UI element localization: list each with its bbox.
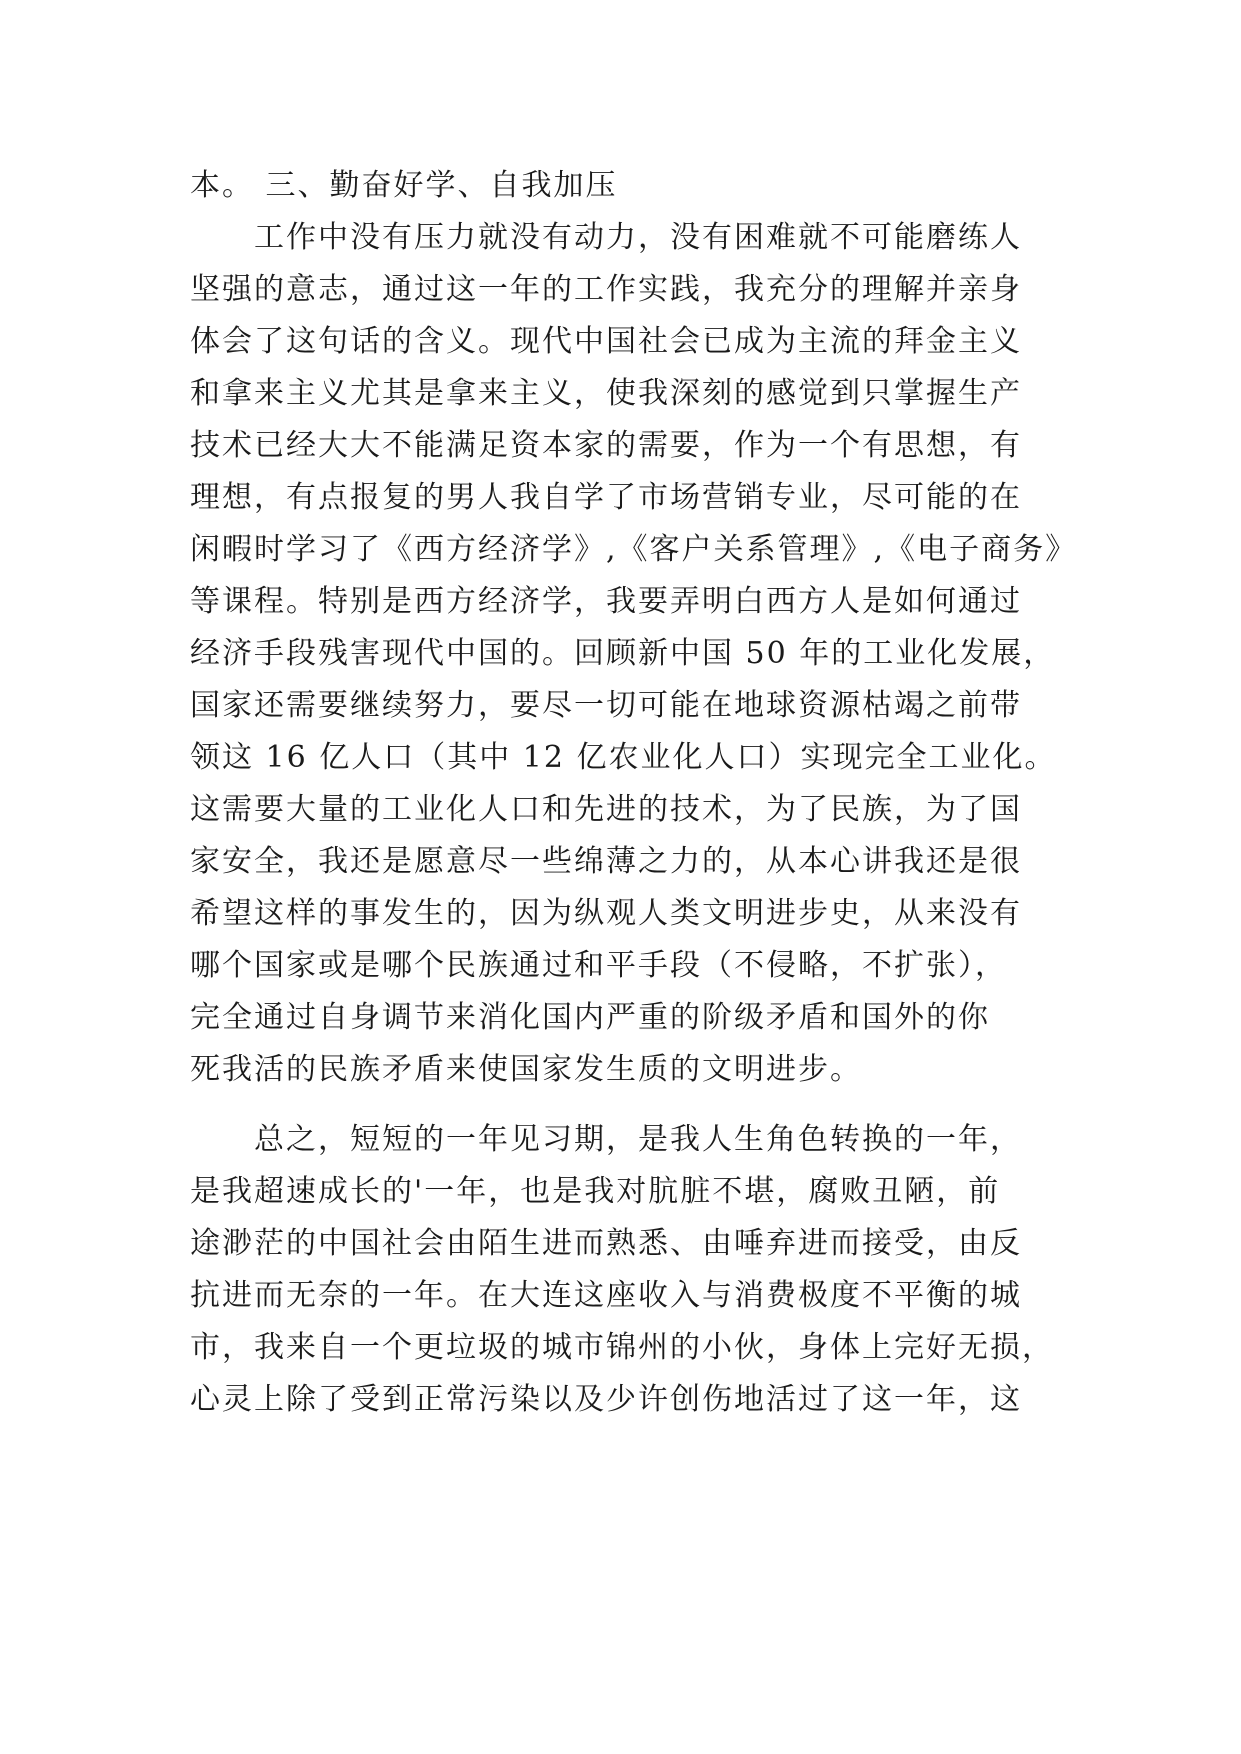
text-line: 和拿来主义尤其是拿来主义，使我深刻的感觉到只掌握生产 <box>190 376 1022 411</box>
paragraph-pressure <box>190 212 1078 1096</box>
text-line: 抗进而无奈的一年。在大连这座收入与消费极度不平衡的城 <box>190 1278 1022 1313</box>
document-body <box>190 160 1078 1426</box>
text-line: 体会了这句话的含义。现代中国社会已成为主流的拜金主义 <box>190 324 1022 359</box>
text-line: 工作中没有压力就没有动力，没有困难就不可能磨练人 <box>190 220 1022 255</box>
text-line: 死我活的民族矛盾来使国家发生质的文明进步。 <box>190 1052 862 1087</box>
text-line: 等课程。特别是西方经济学，我要弄明白西方人是如何通过 <box>190 584 1022 619</box>
text-line: 希望这样的事发生的，因为纵观人类文明进步史，从来没有 <box>190 896 1022 931</box>
section-heading-line: 本。 三、勤奋好学、自我加压 <box>190 168 618 203</box>
text-line: 国家还需要继续努力，要尽一切可能在地球资源枯竭之前带 <box>190 688 1022 723</box>
text-line: 领这 16 亿人口（其中 12 亿农业化人口）实现完全工业化。 <box>190 740 1057 775</box>
text-line: 完全通过自身调节来消化国内严重的阶级矛盾和国外的你 <box>190 1000 990 1035</box>
text-line: 心灵上除了受到正常污染以及少许创伤地活过了这一年，这 <box>190 1382 1022 1417</box>
text-line: 是我超速成长的'一年，也是我对肮脏不堪，腐败丑陋，前 <box>190 1174 1001 1209</box>
text-line: 途渺茫的中国社会由陌生进而熟悉、由唾弃进而接受，由反 <box>190 1226 1022 1261</box>
text-line: 经济手段残害现代中国的。回顾新中国 50 年的工业化发展， <box>190 636 1056 671</box>
text-line: 家安全，我还是愿意尽一些绵薄之力的，从本心讲我还是很 <box>190 844 1022 879</box>
text-line: 市，我来自一个更垃圾的城市锦州的小伙，身体上完好无损， <box>190 1330 1054 1365</box>
paragraph-gap <box>190 1096 1070 1114</box>
text-line: 这需要大量的工业化人口和先进的技术，为了民族，为了国 <box>190 792 1022 827</box>
text-line: 坚强的意志，通过这一年的工作实践，我充分的理解并亲身 <box>190 272 1022 307</box>
text-line: 理想，有点报复的男人我自学了市场营销专业，尽可能的在 <box>190 480 1022 515</box>
text-line: 技术已经大大不能满足资本家的需要，作为一个有思想，有 <box>190 428 1022 463</box>
text-line: 闲暇时学习了《西方经济学》,《客户关系管理》,《电子商务》 <box>190 532 1078 567</box>
text-line: 哪个国家或是哪个民族通过和平手段（不侵略，不扩张）， <box>190 948 1007 983</box>
text-line: 总之，短短的一年见习期，是我人生角色转换的一年， <box>190 1122 1022 1157</box>
paragraph-summary <box>190 1114 1070 1426</box>
